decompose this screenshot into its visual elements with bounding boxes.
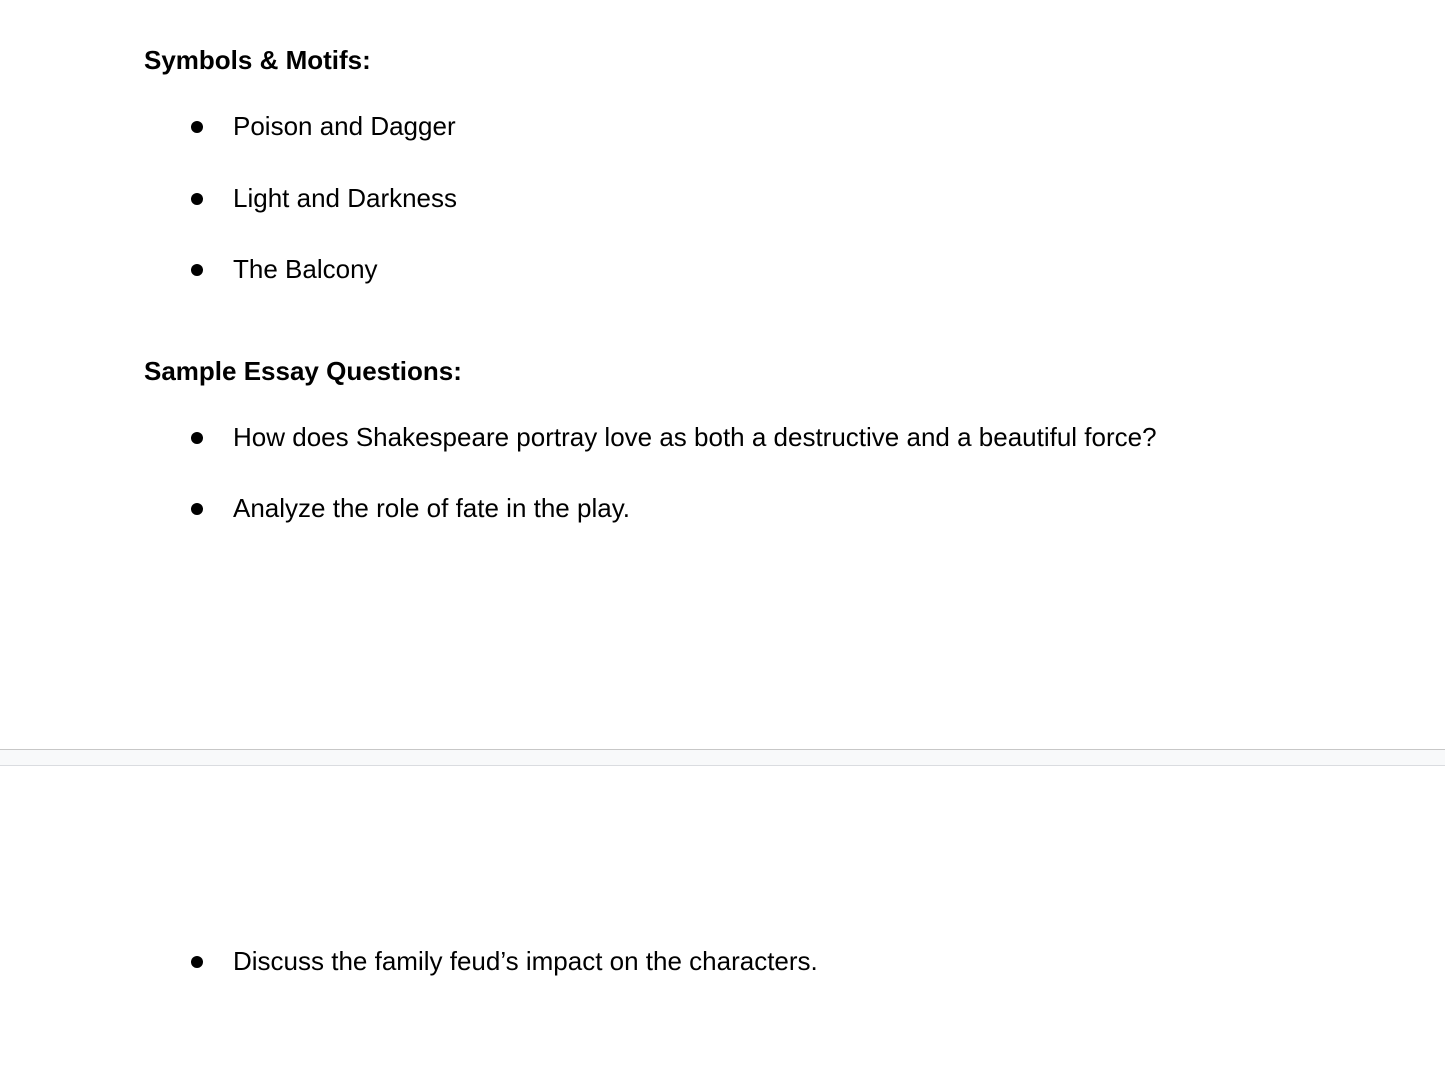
bullet-icon — [191, 956, 203, 968]
document-page — [0, 766, 1445, 1083]
bullet-icon — [191, 264, 203, 276]
list-item-text: Poison and Dagger — [233, 111, 456, 141]
list-item — [0, 945, 1445, 977]
list-item-text: Analyze the role of fate in the play. — [233, 493, 630, 523]
list-item — [0, 182, 1445, 214]
list-item — [0, 421, 1445, 453]
bullet-icon — [191, 193, 203, 205]
list-item-text: Light and Darkness — [233, 183, 458, 213]
symbols-motifs-heading: Symbols & Motifs: — [144, 45, 371, 75]
list-item-text: Discuss the family feud’s impact on the characters. — [233, 946, 818, 976]
list-item — [0, 253, 1445, 285]
page-break — [0, 749, 1445, 766]
list-item — [0, 110, 1445, 142]
list-item-text: How does Shakespeare portray love as both a destructive and a beautiful force? — [233, 422, 1157, 452]
list-item-text: The Balcony — [233, 254, 378, 284]
list-item — [0, 492, 1445, 524]
essay-questions-heading: Sample Essay Questions: — [144, 356, 462, 386]
bullet-icon — [191, 121, 203, 133]
bullet-icon — [191, 432, 203, 444]
bullet-icon — [191, 503, 203, 515]
